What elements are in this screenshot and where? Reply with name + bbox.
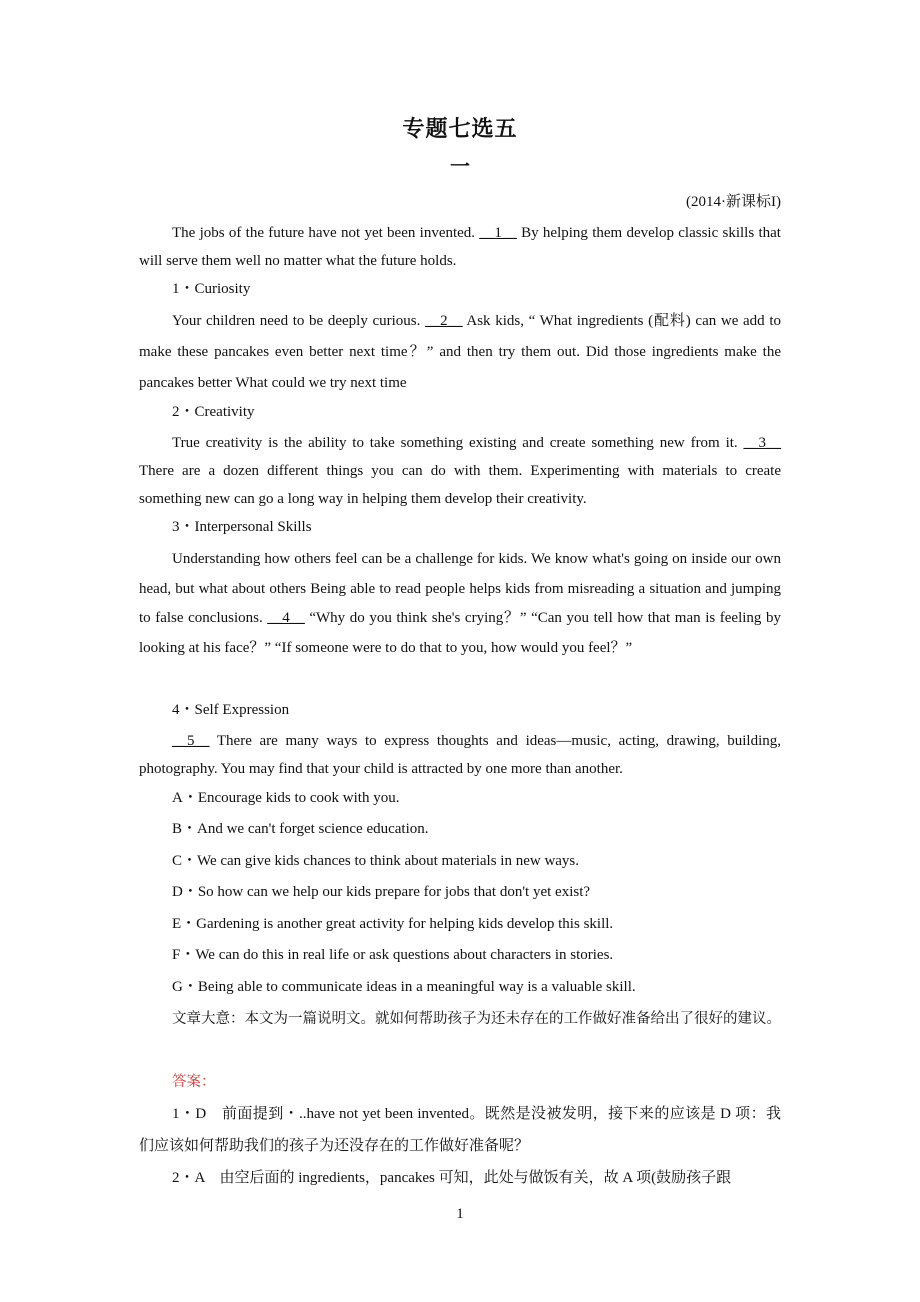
- option-d: D・So how can we help our kids prepare for jobs that don't yet exist?: [172, 884, 591, 900]
- answer-2: 2・A 由空后面的 ingredients，pancakes 可知，此处与做饭有关，故 A 项(鼓励孩子跟: [172, 1170, 732, 1186]
- section-number: 一: [450, 156, 470, 178]
- blank-3: __3__: [743, 435, 781, 451]
- para4-text-after: There are many ways to express thoughts and ideas—music, acting, drawing, building, photography. You may find that your child is attracted by one more than another.: [139, 733, 781, 777]
- page-title: 专题七选五: [402, 117, 518, 142]
- intro-text-after: By helping them develop classic skills that will serve them well no matter what the future holds.: [139, 225, 781, 269]
- option-g: G・Being able to communicate ideas in a meaningful way is a valuable skill.: [172, 979, 636, 995]
- blank-4: __4__: [267, 610, 305, 626]
- answer-label: 答案：: [172, 1074, 216, 1090]
- para2-text-after: There are a dozen different things you can do with them. Experimenting with materials to create something new can go a long way in helping them develop their creativity.: [139, 463, 781, 507]
- para2-text-before: True creativity is the ability to take something existing and create something new from it.: [172, 435, 744, 451]
- option-f: F・We can do this in real life or ask questions about characters in stories.: [172, 947, 614, 963]
- blank-2: __2__: [425, 313, 463, 329]
- article-summary: 文章大意：本文为一篇说明文。就如何帮助孩子为还未存在的工作做好准备给出了很好的建议。: [172, 1011, 781, 1027]
- paragraph-interpersonal: [139, 545, 781, 663]
- para3-text-before: Understanding how others feel can be a challenge for kids. We know what's going on inside our own head, but what about others Being able to read people helps kids from misreading a situation and jumping to false conclusions.: [139, 551, 781, 626]
- blank-5: __5__: [172, 733, 210, 749]
- option-e: E・Gardening is another great activity for helping kids develop this skill.: [172, 916, 614, 932]
- heading-interpersonal-skills: 3・Interpersonal Skills: [172, 519, 312, 535]
- para1-text-after: Ask kids, “ What ingredients (配料) can we add to make these pancakes even better next time？” and then try them out. Did those ingredients make the pancakes better What could we try next time: [139, 313, 781, 391]
- heading-self-expression: 4・Self Expression: [172, 702, 290, 718]
- page-number: 1: [456, 1206, 464, 1222]
- intro-text-before: The jobs of the future have not yet been invented.: [172, 225, 480, 241]
- heading-curiosity: 1・Curiosity: [172, 281, 251, 297]
- paragraph-creativity: [139, 429, 781, 513]
- blank-1: __1__: [479, 225, 517, 241]
- option-b: B・And we can't forget science education.: [172, 821, 429, 837]
- intro-paragraph: [139, 219, 781, 275]
- para1-text-before: Your children need to be deeply curious.: [172, 313, 426, 329]
- heading-creativity: 2・Creativity: [172, 404, 255, 420]
- paragraph-self-expression: [139, 727, 781, 783]
- paragraph-curiosity: [139, 306, 781, 399]
- para3-text-after: “Why do you think she's crying？” “Can you tell how that man is feeling by looking at his face？” “If someone were to do that to you, how would you feel？”: [139, 610, 781, 656]
- source-citation: (2014·新课标I): [686, 194, 781, 210]
- answer-1: 1・D 前面提到・..have not yet been invented。既然是没被发明，接下来的应该是 D 项：我们应该如何帮助我们的孩子为还没存在的工作做好准备呢？: [139, 1106, 781, 1154]
- option-c: C・We can give kids chances to think about materials in new ways.: [172, 853, 580, 869]
- option-a: A・Encourage kids to cook with you.: [172, 790, 400, 806]
